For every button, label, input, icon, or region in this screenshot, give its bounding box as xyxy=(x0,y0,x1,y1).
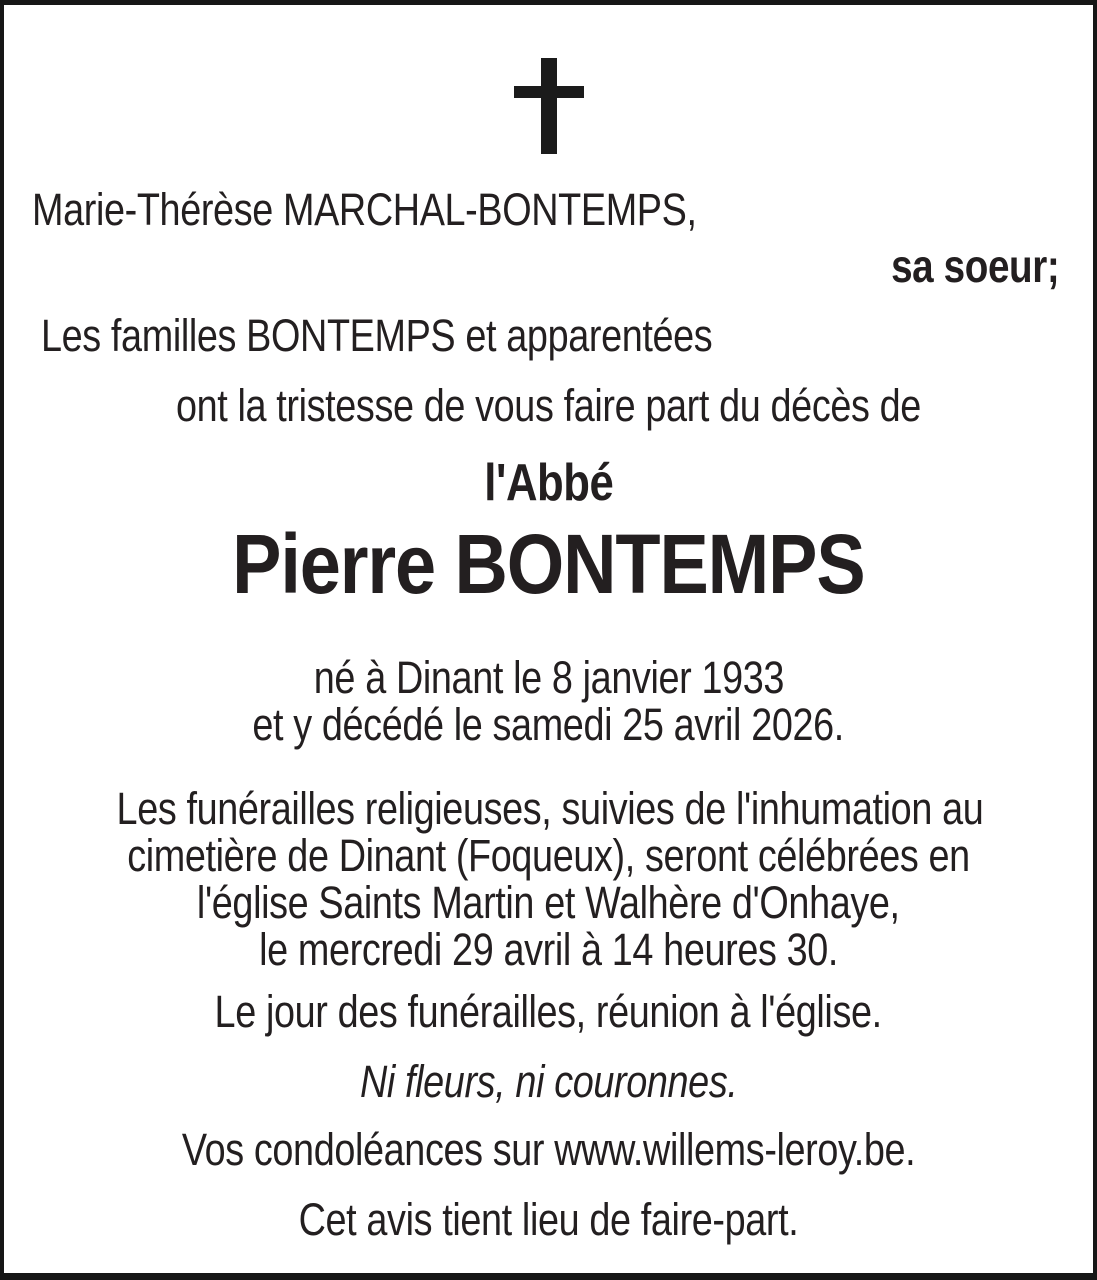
funeral-line-1 xyxy=(34,785,1063,834)
funeral-line-4-text: le mercredi 29 avril à 14 heures 30. xyxy=(259,924,838,975)
families-text: Les familles BONTEMPS et apparentées xyxy=(41,310,713,361)
condolences-line xyxy=(34,1126,1063,1175)
birth-text: né à Dinant le 8 janvier 1933 xyxy=(313,652,784,703)
death-line xyxy=(34,701,1063,750)
intro-text: ont la tristesse de vous faire part du décès de xyxy=(176,380,921,431)
funeral-line-3 xyxy=(34,879,1063,928)
flowers-line xyxy=(34,1058,1063,1107)
deceased-title xyxy=(34,455,1063,511)
deceased-name xyxy=(34,519,1063,610)
cross-horizontal-bar xyxy=(514,86,584,98)
cross-vertical-bar xyxy=(541,58,557,154)
closing-text: Cet avis tient lieu de faire-part. xyxy=(298,1194,799,1245)
funeral-line-2-text: cimetière de Dinant (Foqueux), seront célébrées en xyxy=(127,830,970,881)
flowers-text: Ni fleurs, ni couronnes. xyxy=(359,1056,738,1107)
funeral-line-4 xyxy=(34,926,1063,975)
families-line xyxy=(41,312,1063,361)
closing-line xyxy=(34,1196,1063,1245)
funeral-line-1-text: Les funérailles religieuses, suivies de l'inhumation au xyxy=(116,783,984,834)
gathering-text: Le jour des funérailles, réunion à l'église. xyxy=(214,986,883,1037)
intro-line xyxy=(34,382,1063,431)
condolences-text: Vos condoléances sur www.willems-leroy.be. xyxy=(181,1124,916,1175)
birth-line xyxy=(34,654,1063,703)
deceased-name-text: Pierre BONTEMPS xyxy=(232,517,865,611)
death-text: et y décédé le samedi 25 avril 2026. xyxy=(252,699,845,750)
funeral-line-3-text: l'église Saints Martin et Walhère d'Onhaye, xyxy=(197,877,900,928)
relation-text: sa soeur; xyxy=(890,240,1059,292)
relation-line xyxy=(34,242,1059,292)
latin-cross-icon xyxy=(514,58,584,154)
announcer-name xyxy=(32,186,1063,235)
gathering-line xyxy=(34,988,1063,1037)
funeral-line-2 xyxy=(34,832,1063,881)
deceased-title-text: l'Abbé xyxy=(483,454,614,512)
announcer-name-text: Marie-Thérèse MARCHAL-BONTEMPS, xyxy=(32,184,697,235)
